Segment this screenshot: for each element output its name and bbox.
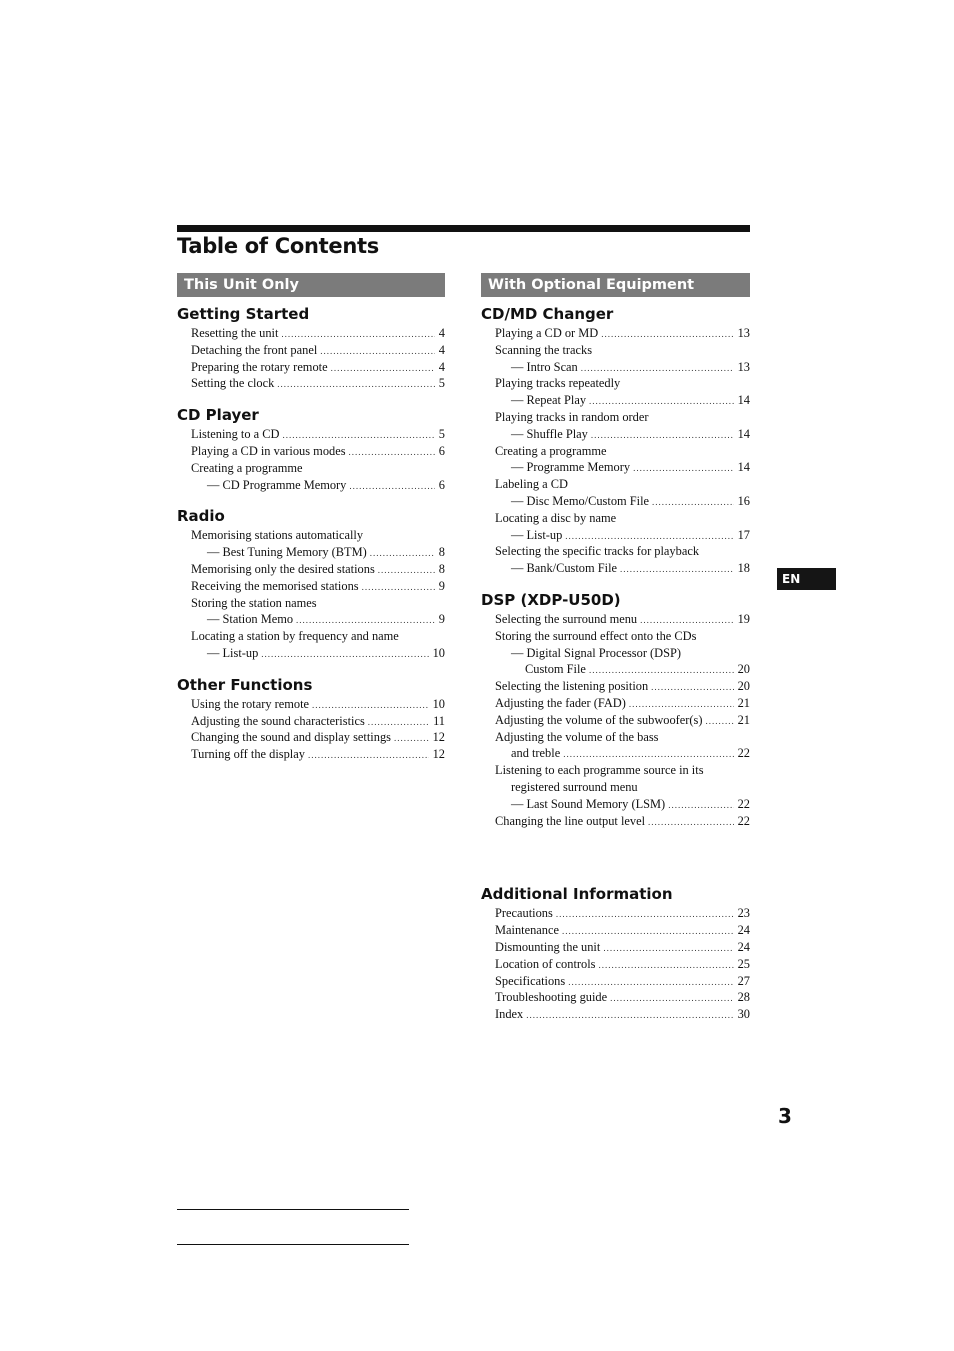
dot-leader [362,579,435,596]
toc-entry-label: Selecting the listening position [495,679,649,694]
toc-entry-label: Index [495,1007,524,1022]
dot-leader [610,990,734,1007]
toc-entry-label: Selecting the specific tracks for playback [495,544,700,559]
toc-entry-label: — Digital Signal Processor (DSP) [511,645,682,660]
toc-entry-label: Receiving the memorised stations [191,578,359,593]
dot-leader [565,528,733,545]
toc-entry-label: — Shuffle Play [511,426,588,441]
toc-entry-label: Dismounting the unit [495,939,601,954]
toc-entry [191,477,445,494]
dot-leader [648,814,734,831]
toc-entry [191,713,445,730]
toc-entry-label: Adjusting the fader (FAD) [495,695,626,710]
toc-entry-page: 5 [438,376,445,391]
dot-leader [282,427,434,444]
toc-entry-label: Custom File [525,662,586,677]
toc-entry [191,645,445,662]
toc-entry [191,359,445,376]
toc-entry-label: — Bank/Custom File [511,561,618,576]
section-heading: Radio [177,507,225,526]
toc-entry [495,493,750,510]
toc-entry [495,443,750,460]
band-this-unit-only: This Unit Only [177,273,445,297]
toc-entry-label: Selecting the surround menu [495,611,638,626]
toc-entry-page: 12 [432,747,445,762]
toc-entry-page: 22 [737,813,750,828]
toc-entry-label: — List-up [511,527,563,542]
left-sections [177,304,445,763]
dot-leader [601,326,733,343]
dot-leader [526,1007,733,1024]
toc-entry [191,578,445,595]
toc-entry-label: — Disc Memo/Custom File [511,493,650,508]
dot-leader [308,747,429,764]
dot-leader [312,697,429,714]
toc-entry-page: 8 [438,545,445,560]
toc-entry-label: Memorising only the desired stations [191,561,375,576]
toc-entry-label: Using the rotary remote [191,696,310,711]
toc-entry-page: 4 [438,326,445,340]
toc-entry [495,342,750,359]
toc-entry [495,678,750,695]
toc-entry-page: 12 [432,730,445,745]
toc-entry [191,342,445,359]
toc-entry [495,745,750,762]
toc-entry [495,989,750,1006]
page-number: 3 [778,1104,792,1128]
toc-entry-label: Precautions [495,906,553,921]
toc-entry-label: Labeling a CD [495,477,568,492]
toc-entry [191,696,445,713]
toc-entry-label: Creating a programme [495,443,607,458]
toc-entry-page: 8 [438,561,445,576]
dot-leader [640,612,733,629]
toc-entry [495,392,750,409]
toc-entry [191,426,445,443]
dot-leader [633,460,734,477]
dot-leader [277,376,435,393]
toc-entry-page: 23 [737,906,750,921]
toc-entry [495,476,750,493]
toc-entry-label: Turning off the display [191,747,305,762]
toc-entry-page: 22 [737,746,750,761]
section-heading: CD/MD Changer [481,305,614,323]
left-column [177,273,445,776]
toc-entry [495,712,750,729]
toc-entry-label: Locating a disc by name [495,510,617,525]
toc-entry [191,611,445,628]
section-cd-player [177,405,445,493]
toc-entry-label: Playing tracks repeatedly [495,376,621,391]
dot-leader [651,679,733,696]
toc-entry [495,543,750,560]
toc-entry [495,939,750,956]
toc-entry [495,645,750,662]
dot-leader [562,923,734,940]
toc-entry-label: Listening to each programme source in its [495,763,704,778]
dot-leader [320,343,435,360]
toc-entry-label: — Last Sound Memory (LSM) [511,796,666,811]
toc-entry-label: Memorising stations automatically [191,528,364,543]
section-getting-started [177,304,445,392]
toc-entry-list [177,527,445,661]
toc-entry-label: Location of controls [495,956,596,971]
footer-rule-top [177,1209,409,1210]
toc-entry-page: 10 [432,645,445,660]
toc-entry-page: 20 [737,679,750,694]
toc-entry [191,628,445,645]
dot-leader [603,940,733,957]
toc-entry-label: — Programme Memory [511,460,631,475]
toc-entry-page: 6 [438,477,445,492]
dot-leader [568,974,733,991]
dot-leader [668,797,733,814]
toc-entry-label: Scanning the tracks [495,342,593,357]
section-heading: Other Functions [177,675,313,694]
toc-entry-page: 13 [737,326,750,340]
toc-entry-label: — Best Tuning Memory (BTM) [207,545,367,560]
toc-entry [495,695,750,712]
toc-entry [191,527,445,544]
toc-entry-label: Locating a station by frequency and name [191,629,399,644]
toc-entry-label: Adjusting the volume of the bass [495,729,659,744]
toc-entry-list [481,325,750,577]
toc-entry [191,746,445,763]
toc-entry-page: 11 [433,713,445,728]
toc-entry-page: 4 [438,359,445,374]
toc-entry-label: Specifications [495,973,566,988]
toc-entry [495,922,750,939]
toc-entry-label: — Repeat Play [511,393,587,408]
toc-entry [495,459,750,476]
language-tab: EN [777,568,836,590]
dot-leader [652,494,734,511]
title-top-rule [177,225,750,232]
toc-entry-page: 30 [737,1007,750,1022]
dot-leader [349,478,434,495]
toc-entry [191,460,445,477]
toc-entry-list [481,905,750,1023]
toc-entry-label: Playing a CD in various modes [191,443,346,458]
page-title: Table of Contents [177,234,379,258]
toc-entry [495,359,750,376]
toc-entry-page: 13 [737,359,750,374]
toc-entry-label: — Station Memo [207,612,294,627]
toc-entry [495,527,750,544]
toc-entry [495,375,750,392]
toc-entry-page: 19 [737,611,750,626]
dot-leader [394,730,429,747]
toc-entry-page: 27 [737,973,750,988]
section-other-functions [177,675,445,763]
toc-entry [495,661,750,678]
toc-entry [495,905,750,922]
toc-entry [495,796,750,813]
dot-leader [281,326,434,343]
toc-entry-label: Detaching the front panel [191,342,318,357]
toc-entry-page: 17 [737,527,750,542]
dot-leader [370,545,435,562]
toc-entry [191,561,445,578]
toc-entry-page: 14 [737,426,750,441]
section-heading: CD Player [177,406,259,425]
toc-entry-label: registered surround menu [511,779,638,794]
dot-leader [261,646,428,663]
toc-entry [495,628,750,645]
toc-entry [495,779,750,796]
toc-entry-list [177,696,445,763]
toc-entry-page: 24 [737,923,750,938]
section-cd-md-changer [481,304,750,577]
band-with-optional-equipment: With Optional Equipment [481,273,750,297]
toc-entry-page: 4 [438,342,445,357]
toc-entry-label: Setting the clock [191,376,275,391]
section-heading: Additional Information [481,885,673,904]
toc-entry-page: 28 [737,990,750,1005]
toc-entry-page: 21 [737,695,750,710]
toc-entry [191,375,445,392]
toc-entry [191,595,445,612]
toc-entry [191,544,445,561]
toc-entry-label: Preparing the rotary remote [191,359,328,374]
dot-leader [581,360,734,377]
toc-entry-page: 24 [737,939,750,954]
section-dsp-xdp-u50d [481,590,750,829]
toc-entry-page: 5 [438,427,445,442]
dot-leader [296,612,435,629]
dot-leader [589,662,734,679]
toc-entry-page: 22 [737,796,750,811]
toc-entry [191,325,445,342]
toc-entry-label: Listening to a CD [191,427,280,442]
toc-entry-page: 25 [737,956,750,971]
dot-leader [331,360,435,377]
toc-entry-page: 6 [438,443,445,458]
section-heading: DSP (XDP-U50D) [481,590,621,609]
toc-entry-list [177,426,445,493]
toc-entry-label: Playing a CD or MD [495,326,599,340]
dot-leader [706,713,734,730]
toc-entry-list [481,611,750,829]
toc-entry-label: Adjusting the sound characteristics [191,713,365,728]
toc-entry-label: Playing tracks in random order [495,409,649,424]
footer-rule-bottom [177,1244,409,1245]
toc-entry-page: 9 [438,612,445,627]
toc-entry-label: Resetting the unit [191,326,279,340]
toc-entry-label: — CD Programme Memory [207,477,347,492]
toc-entry-page: 14 [737,460,750,475]
toc-entry-label: — Intro Scan [511,359,578,374]
dot-leader [591,427,734,444]
toc-entry [495,956,750,973]
toc-entry-page: 9 [438,578,445,593]
toc-entry-page: 10 [432,696,445,711]
toc-entry-list [177,325,445,392]
toc-entry-label: Troubleshooting guide [495,990,608,1005]
dot-leader [378,562,435,579]
toc-entry-label: Storing the station names [191,595,317,610]
toc-entry [495,762,750,779]
toc-entry-label: Changing the line output level [495,813,646,828]
toc-entry [495,1006,750,1023]
dot-leader [556,906,734,923]
dot-leader [563,746,733,763]
toc-entry-label: — List-up [207,645,259,660]
toc-entry-label: Maintenance [495,923,559,938]
dot-leader [589,393,734,410]
right-column [481,273,750,1036]
toc-entry [495,426,750,443]
toc-entry [191,729,445,746]
toc-entry-page: 21 [737,712,750,727]
toc-entry [495,973,750,990]
toc-entry [495,325,750,342]
toc-entry [495,510,750,527]
toc-entry-label: Changing the sound and display settings [191,730,391,745]
right-sections [481,304,750,1023]
toc-entry [191,443,445,460]
toc-entry-label: Adjusting the volume of the subwoofer(s) [495,712,703,727]
dot-leader [629,696,734,713]
section-additional-information [481,884,750,1023]
dot-leader [598,957,733,974]
dot-leader [368,714,429,731]
toc-entry [495,813,750,830]
toc-entry-label: Creating a programme [191,460,303,475]
toc-entry-page: 18 [737,561,750,576]
section-heading: Getting Started [177,305,310,323]
toc-entry [495,729,750,746]
section-radio [177,506,445,661]
toc-entry [495,409,750,426]
toc-entry-label: and treble [511,746,561,761]
toc-entry [495,560,750,577]
dot-leader [349,444,435,461]
toc-entry-label: Storing the surround effect onto the CDs [495,628,697,643]
toc-entry [495,611,750,628]
toc-entry-page: 16 [737,493,750,508]
dot-leader [620,561,734,578]
toc-entry-page: 14 [737,393,750,408]
toc-entry-page: 20 [737,662,750,677]
